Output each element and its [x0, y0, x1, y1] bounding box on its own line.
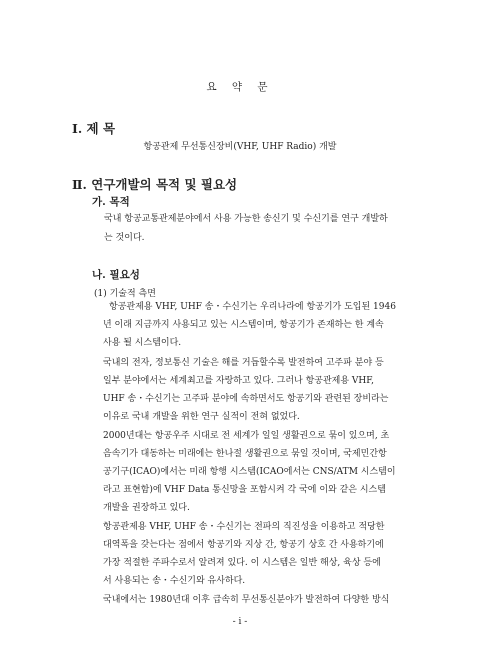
paragraph-line: 국내에서는 1980년대 이후 급속히 무선통신분야가 발전하여 다양한 방식	[103, 595, 390, 605]
paragraph-line: 라고 표현함)에 VHF Data 통신망을 포함시켜 각 국에 이와 같은 시스템	[103, 485, 386, 495]
paragraph-line: 일부 분야에서는 세계최고를 자랑하고 있다. 그러나 항공관제용 VHF,	[103, 376, 374, 386]
paragraph-line: UHF 송・수신기는 고주파 분야에 속하면서도 항공기와 관련된 장비라는	[103, 394, 389, 404]
purpose-line: 국내 항공교통관제분야에서 사용 가능한 송신기 및 수신기를 연구 개발하	[104, 214, 388, 224]
paragraph-line: 2000년대는 항공우주 시대로 전 세계가 일일 생활권으로 묶이 있으며, 초	[103, 431, 390, 441]
paragraph-line: 이유로 국내 개발을 위한 연구 실적이 전혀 없었다.	[103, 412, 300, 422]
paragraph-line: 년 이래 지금까지 사용되고 있는 시스템이며, 항공기가 존재하는 한 계속	[103, 320, 384, 330]
section-1-heading: Ⅰ. 제 목	[72, 121, 116, 136]
page-number: - i -	[232, 617, 248, 627]
purpose-heading: 가. 목적	[92, 196, 130, 208]
paragraph-line: 음속기가 대동하는 미래에는 한나절 생활권으로 묶일 것이며, 국제민간항	[103, 449, 387, 459]
paragraph-line: 국내의 전자, 정보통신 기술은 해를 거듭할수록 발전하여 고주파 분야 등	[103, 358, 384, 368]
purpose-line: 는 것이다.	[104, 233, 145, 243]
document-title: 요 약 문	[206, 81, 274, 93]
paragraph-line: 개발을 권장하고 있다.	[103, 503, 190, 513]
paragraph-line: 가장 적절한 주파수로서 알려져 있다. 이 시스템은 일반 해상, 육상 등에	[103, 558, 381, 568]
paragraph-line: 항공관제용 VHF, UHF 송・수신기는 전파의 직진성을 이용하고 적당한	[103, 522, 385, 532]
section-1-text: 항공관제 무선통신장비(VHF, UHF Radio) 개발	[143, 142, 337, 152]
paragraph-line: 공기구(ICAO)에서는 미래 항행 시스템(ICAO에서는 CNS/ATM 시스템이	[103, 467, 396, 477]
technical-aspect-subheading: (1) 기술적 측면	[94, 289, 156, 299]
paragraph-line: 항공관제용 VHF, UHF 송・수신기는 우리나라에 항공기가 도입된 1946	[109, 302, 396, 312]
paragraph-line: 서 사용되는 송・수신기와 유사하다.	[103, 576, 246, 586]
paragraph-line: 대역폭을 갖는다는 점에서 항공기와 지상 간, 항공기 상호 간 사용하기에	[103, 540, 384, 550]
necessity-heading: 나. 필요성	[92, 269, 140, 281]
section-2-heading: Ⅱ. 연구개발의 목적 및 필요성	[72, 177, 238, 192]
paragraph-line: 사용 될 시스템이다.	[103, 338, 182, 348]
